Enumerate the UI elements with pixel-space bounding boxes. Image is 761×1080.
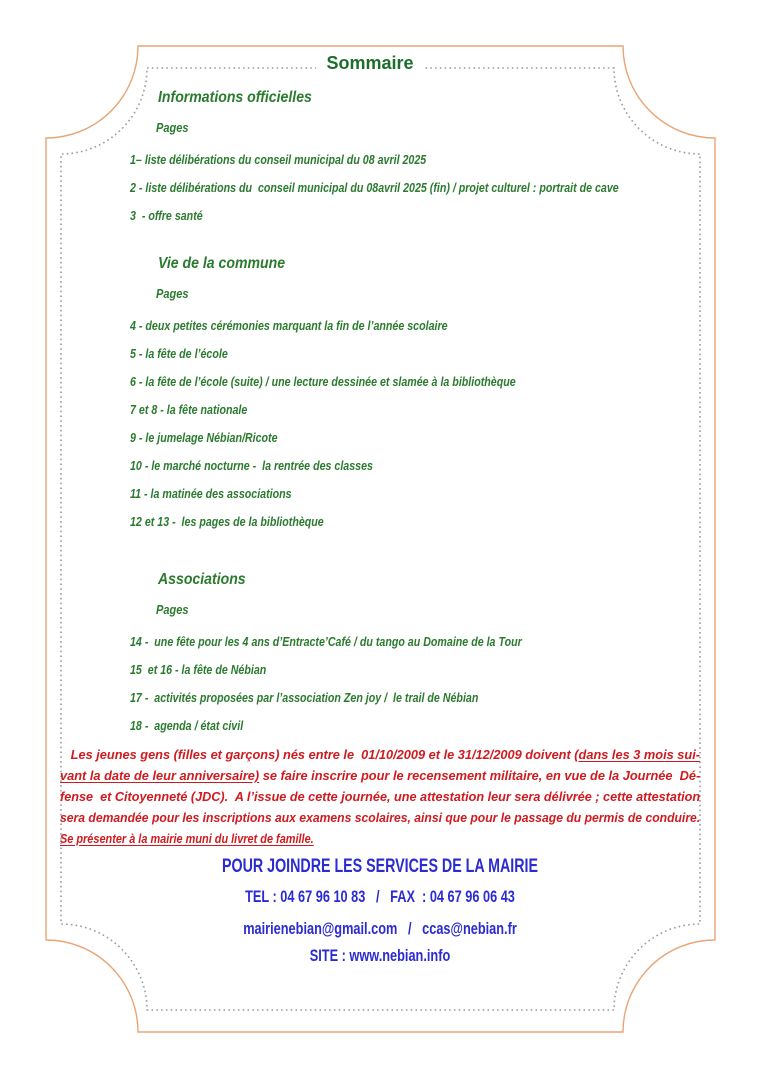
toc-item: 10 - le marché nocturne - la rentrée des classes (130, 458, 373, 473)
contact-site-line: SITE : www.nebian.info (309, 946, 451, 965)
toc-section-informations-officielles (130, 150, 700, 226)
contact-phone-line: TEL : 04 67 96 10 83 / FAX : 04 67 96 06 43 (245, 887, 515, 906)
toc-item: 9 - le jumelage Nébian/Ricote (130, 430, 278, 445)
notice-text-underlined: Se présenter à la mairie muni du livret de famille. (60, 831, 314, 846)
page-title-row (50, 52, 690, 74)
pages-label: Pages (156, 602, 189, 617)
notice-text-underlined: dans les 3 mois sui- (578, 747, 701, 762)
notice-line (60, 786, 700, 807)
toc-item: 4 - deux petites cérémonies marquant la fin de l’année scolaire (130, 318, 448, 333)
section-heading-vie-de-la-commune: Vie de la commune (158, 255, 286, 272)
toc-item: 18 - agenda / état civil (130, 718, 244, 733)
contact-block (60, 855, 700, 966)
toc-item: 12 et 13 - les pages de la bibliothèque (130, 514, 324, 529)
notice-text: sera demandée pour les inscriptions aux examens scolaires, ainsi que pour le passage du permis de conduire. (60, 810, 701, 825)
notice-text: fense et Citoyenneté (JDC). A l’issue de cette journée, une attestation leur sera délivrée ; cette attestation (60, 789, 701, 804)
page-title: Sommaire (316, 52, 423, 74)
toc-section-vie-de-la-commune (130, 316, 700, 532)
toc-item: 5 - la fête de l’école (130, 346, 228, 361)
notice-line (60, 765, 700, 786)
toc-item: 11 - la matinée des associations (130, 486, 292, 501)
notice-line (60, 807, 700, 828)
notice-text: Les jeunes gens (filles et garçons) nés entre le 01/10/2009 et le 31/12/2009 doivent ( (60, 747, 579, 762)
pages-label: Pages (156, 286, 189, 301)
section-heading-associations: Associations (158, 571, 246, 588)
notice-line (60, 744, 700, 765)
toc-item: 15 et 16 - la fête de Nébian (130, 662, 267, 677)
recensement-notice (60, 744, 700, 849)
toc-item: 17 - activités proposées par l’association Zen joy / le trail de Nébian (130, 690, 479, 705)
section-heading-informations-officielles: Informations officielles (158, 89, 312, 106)
toc-item: 6 - la fête de l’école (suite) / une lecture dessinée et slamée à la bibliothèque (130, 374, 516, 389)
toc-item: 7 et 8 - la fête nationale (130, 402, 248, 417)
toc-item: 14 - une fête pour les 4 ans d’Entracte’Café / du tango au Domaine de la Tour (130, 634, 522, 649)
toc-item: 3 - offre santé (130, 208, 203, 223)
notice-text: se faire inscrire pour le recensement militaire, en vue de la Journée Dé- (259, 768, 701, 783)
notice-line (60, 828, 700, 849)
toc-item: 1– liste délibérations du conseil municipal du 08 avril 2025 (130, 152, 427, 167)
notice-text-underlined: vant la date de leur anniversaire) (60, 768, 260, 783)
toc-section-associations (130, 632, 700, 736)
contact-heading: POUR JOINDRE LES SERVICES DE LA MAIRIE (222, 856, 538, 877)
toc-item: 2 - liste délibérations du conseil municipal du 08avril 2025 (fin) / projet culturel : portrait de cave (130, 180, 619, 195)
pages-label: Pages (156, 120, 189, 135)
sommaire-content (60, 84, 700, 966)
contact-email-line: mairienebian@gmail.com / ccas@nebian.fr (243, 919, 517, 938)
